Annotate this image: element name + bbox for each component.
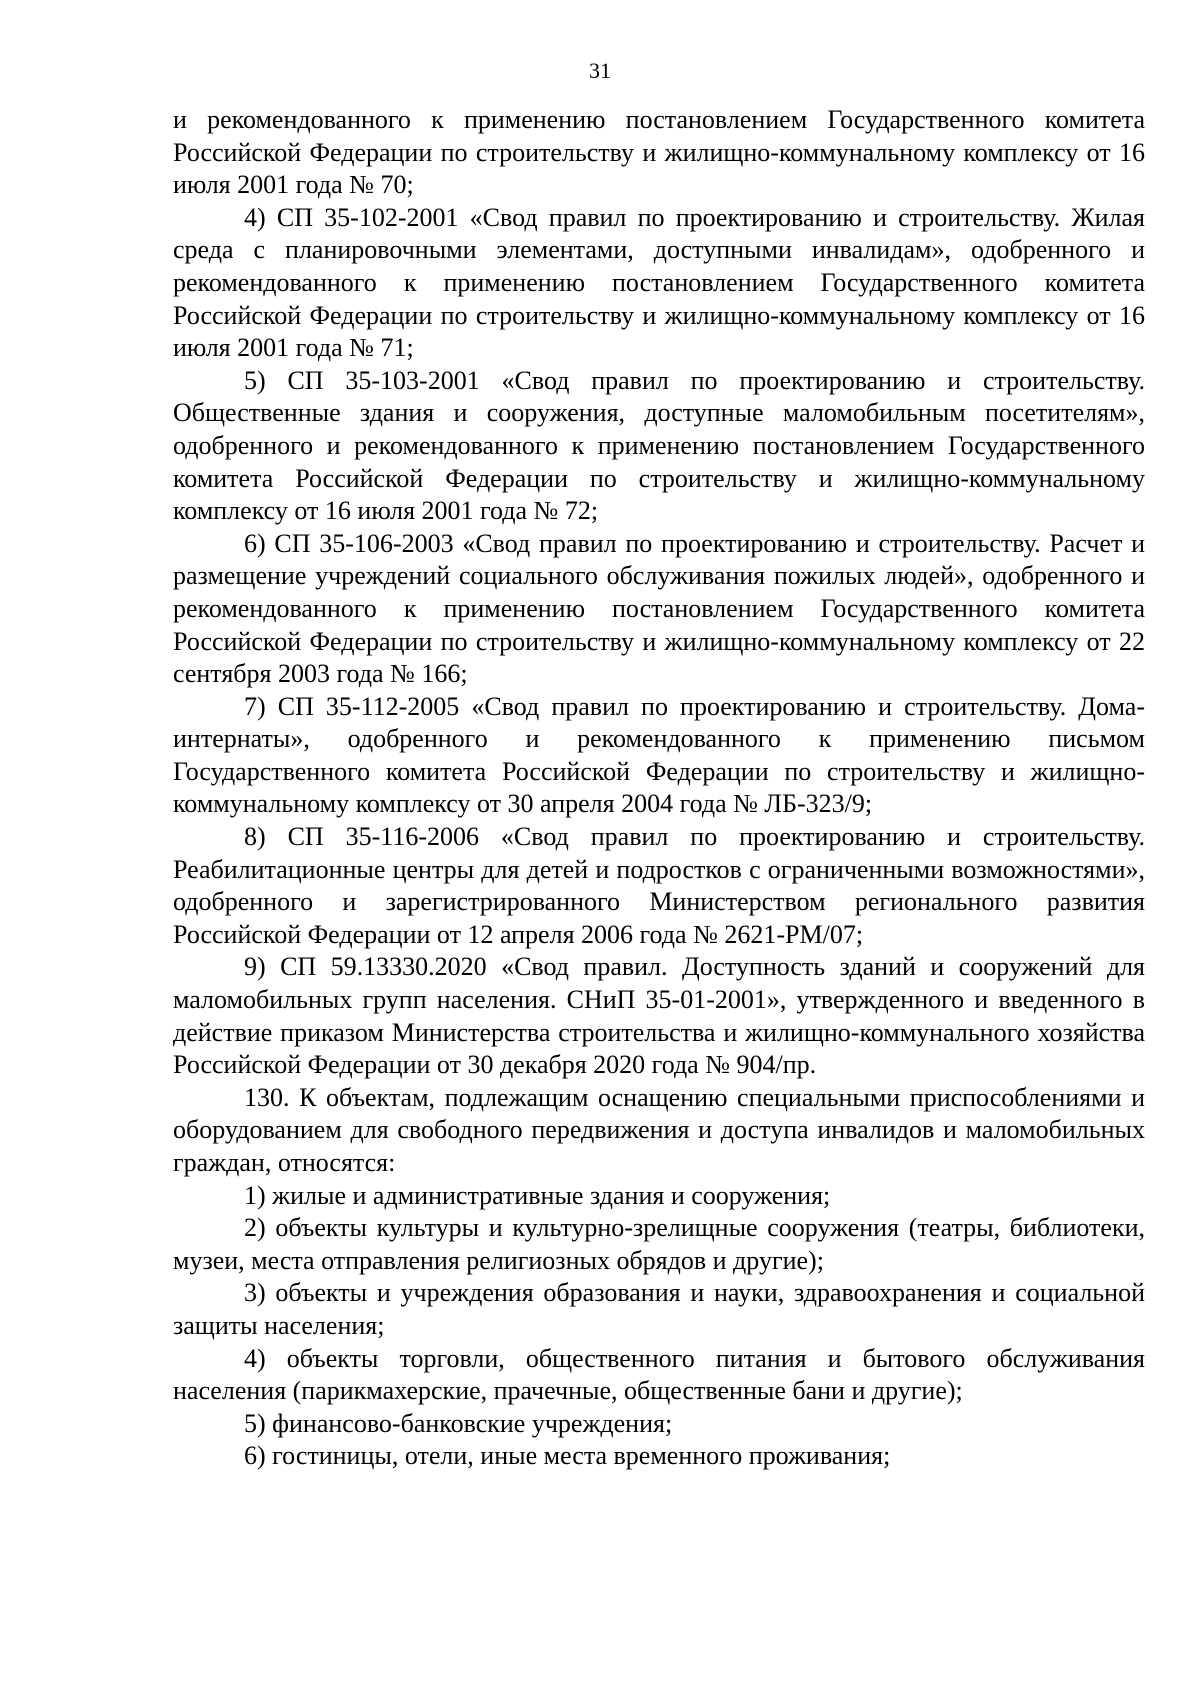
- object-item-5: 5) финансово-банковские учреждения;: [244, 1408, 673, 1438]
- object-item-2: 2) объекты культуры и культурно-зрелищные сооружения (театры, библиотеки, музеи, места отправления религиозных обрядов и другие);: [173, 1213, 1145, 1275]
- list-item-9: 9) СП 59.13330.2020 «Свод правил. Доступность зданий и сооружений для маломобильных групп населения. СНиП 35-01-2001», утвержденного и введенного в действие приказом Министерства строительства и жилищно-коммунального хозяйства Российской Федерации от 30 декабря 2020 года № 904/пр.: [173, 952, 1145, 1080]
- list-item-7: 7) СП 35-112-2005 «Свод правил по проектированию и строительству. Дома-интернаты», одобренного и рекомендованного к применению письмом Государственного комитета Российской Федерации по строительству и жилищно-коммунальному комплексу от 30 апреля 2004 года № ЛБ-323/9;: [173, 691, 1145, 819]
- page-number: 31: [589, 58, 611, 83]
- document-body: [173, 104, 1145, 1473]
- list-item-4: 4) СП 35-102-2001 «Свод правил по проектированию и строительству. Жилая среда с планировочными элементами, доступными инвалидам», одобренного и рекомендованного к применению постановлением Государственного комитета Российской Федерации по строительству и жилищно-коммунальному комплексу от 16 июля 2001 года № 71;: [173, 202, 1145, 363]
- object-item-4: 4) объекты торговли, общественного питания и бытового обслуживания населения (парикмахерские, прачечные, общественные бани и другие);: [173, 1343, 1145, 1406]
- paragraph-continuation: и рекомендованного к применению постановлением Государственного комитета Российской Федерации по строительству и жилищно-коммунальному комплексу от 16 июля 2001 года № 70;: [173, 105, 1145, 200]
- object-item-6: 6) гостиницы, отели, иные места временного проживания;: [244, 1441, 891, 1471]
- section-130: 130. К объектам, подлежащим оснащению специальными приспособлениями и оборудованием для свободного передвижения и доступа инвалидов и маломобильных граждан, относятся:: [173, 1082, 1145, 1177]
- list-item-6: 6) СП 35-106-2003 «Свод правил по проектированию и строительству. Расчет и размещение учреждений социального обслуживания пожилых людей», одобренного и рекомендованного к применению постановлением Государственного комитета Российской Федерации по строительству и жилищно-коммунальному комплексу от 22 сентября 2003 года № 166;: [173, 528, 1145, 689]
- list-item-8: 8) СП 35-116-2006 «Свод правил по проектированию и строительству. Реабилитационные центры для детей и подростков с ограниченными возможностями», одобренного и зарегистрированного Министерством регионального развития Российской Федерации от 12 апреля 2006 года № 2621-РМ/07;: [173, 822, 1145, 949]
- object-item-3: 3) объекты и учреждения образования и науки, здравоохранения и социальной защиты населения;: [173, 1278, 1145, 1340]
- list-item-5: 5) СП 35-103-2001 «Свод правил по проектированию и строительству. Общественные здания и сооружения, доступные маломобильным посетителям», одобренного и рекомендованного к применению постановлением Государственного комитета Российской Федерации по строительству и жилищно-коммунальному комплексу от 16 июля 2001 года № 72;: [173, 365, 1145, 526]
- object-item-1: 1) жилые и административные здания и сооружения;: [244, 1180, 831, 1210]
